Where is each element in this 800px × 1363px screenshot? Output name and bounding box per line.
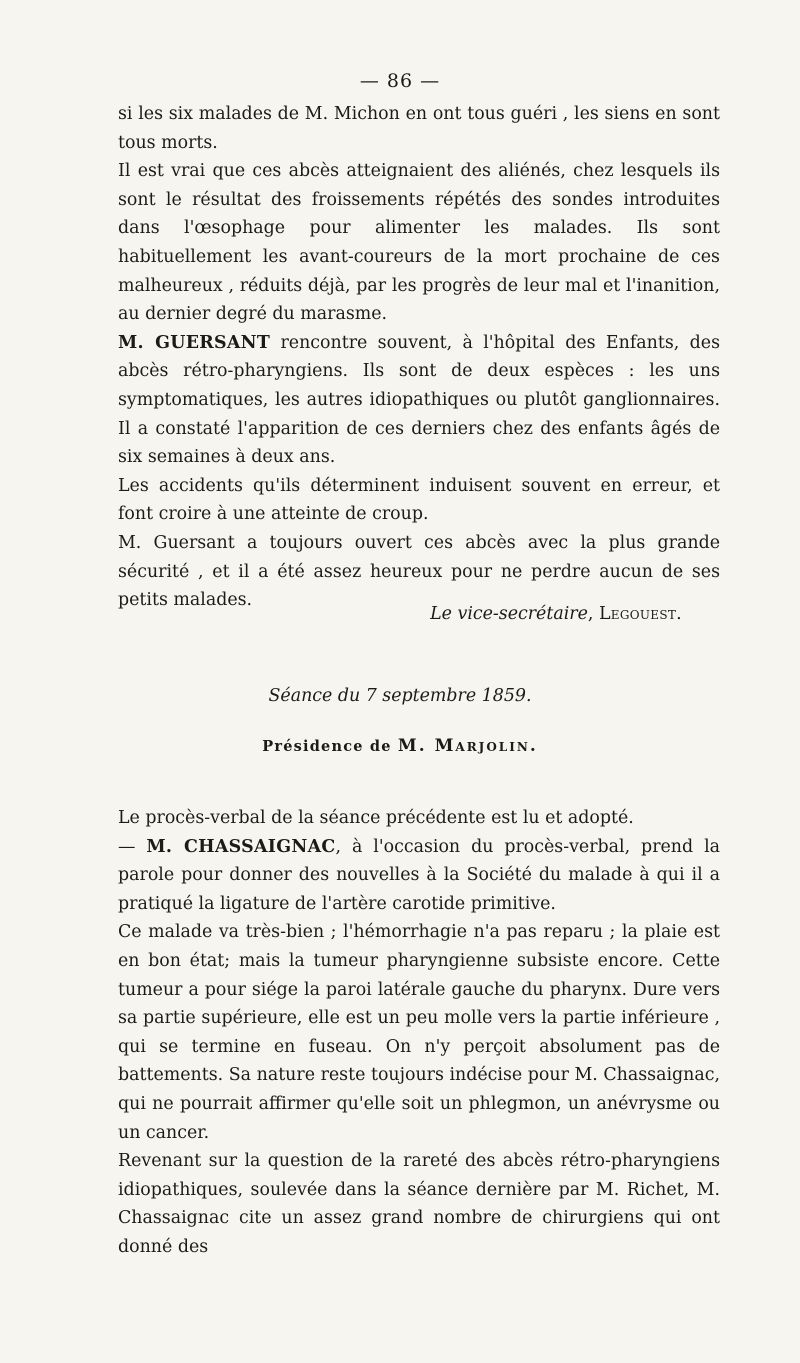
speaker-name: M. GUERSANT <box>118 332 271 353</box>
paragraph: Revenant sur la question de la rareté des abcès rétro-pharyngiens idiopathiques, soulevée dans la séance dernière par M. Richet, M. Chassaignac cite un assez grand nombre de chirurgiens qui ont donné des <box>118 1151 720 1257</box>
signature <box>118 604 720 624</box>
dash: — <box>118 836 147 857</box>
session-heading: Séance du 7 septembre 1859. <box>268 686 532 706</box>
paragraph-text: rencontre souvent, à l'hôpital des Enfants, des abcès rétro-pharyngiens. Ils sont de deux espèces : les uns symptomatiques, les autres idiopathiques ou plutôt ganglionnaires. Il a constaté l'apparition de ces derniers chez des enfants âgés de six semaines à deux ans. <box>118 332 720 468</box>
paragraph: M. Guersant a toujours ouvert ces abcès avec la plus grande sécurité , et il a été assez heureux pour ne perdre aucun de ses petits malades. <box>118 532 720 611</box>
signature-separator: , <box>587 604 599 624</box>
presidence-heading <box>0 736 800 756</box>
page-number: — 86 — <box>359 70 441 92</box>
paragraph <box>118 329 720 472</box>
paragraph <box>118 157 720 329</box>
paragraph: Ce malade va très-bien ; l'hémorrhagie n'a pas reparu ; la plaie est en bon état; mais la tumeur pharyngienne subsiste encore. Cette tumeur a pour siége la paroi latérale gauche du pharynx. Dure vers sa partie supérieure, elle est un peu molle vers la partie inférieure , qui se termine en fuseau. On n'y perçoit absolument pas de battements. Sa nature reste toujours indécise pour M. Chassaignac, qui ne pourrait affirmer qu'elle soit un phlegmon, un anévrysme ou un cancer. <box>118 922 720 1143</box>
signature-title: Le vice-secrétaire <box>430 604 588 624</box>
text-block-2 <box>118 804 720 1262</box>
paragraph: si les six malades de M. Michon en ont tous guéri , les siens en sont tous morts. <box>118 104 720 153</box>
presidence-prefix: Présidence de <box>262 738 398 755</box>
paragraph: Les accidents qu'ils déterminent induisent souvent en erreur, et font croire à une atteinte de croup. <box>118 475 720 525</box>
text-block-1 <box>118 100 720 615</box>
paragraph <box>118 833 720 919</box>
president-name: M. Marjolin. <box>397 736 538 756</box>
paragraph-text: , à l'occasion du procès-verbal, prend la parole pour donner des nouvelles à la Société du malade à qui il a pratiqué la ligature de l'artère carotide primitive. <box>118 836 720 914</box>
speaker-name: M. CHASSAIGNAC <box>146 836 336 857</box>
signature-name: Legouest. <box>598 604 682 624</box>
paragraph-text: Il est vrai que ces abcès atteignaient des aliénés, chez lesquels ils sont le résultat des froissements répétés des sondes introduites dans l'œsophage pour alimenter les malades. Ils sont habituellement les avant-coureurs de la mort prochaine de ces malheureux , réduits déjà, par les progrès de leur mal et l'inanition, au dernier degré du marasme. <box>118 161 720 325</box>
paragraph: Le procès-verbal de la séance précédente est lu et adopté. <box>118 808 634 828</box>
